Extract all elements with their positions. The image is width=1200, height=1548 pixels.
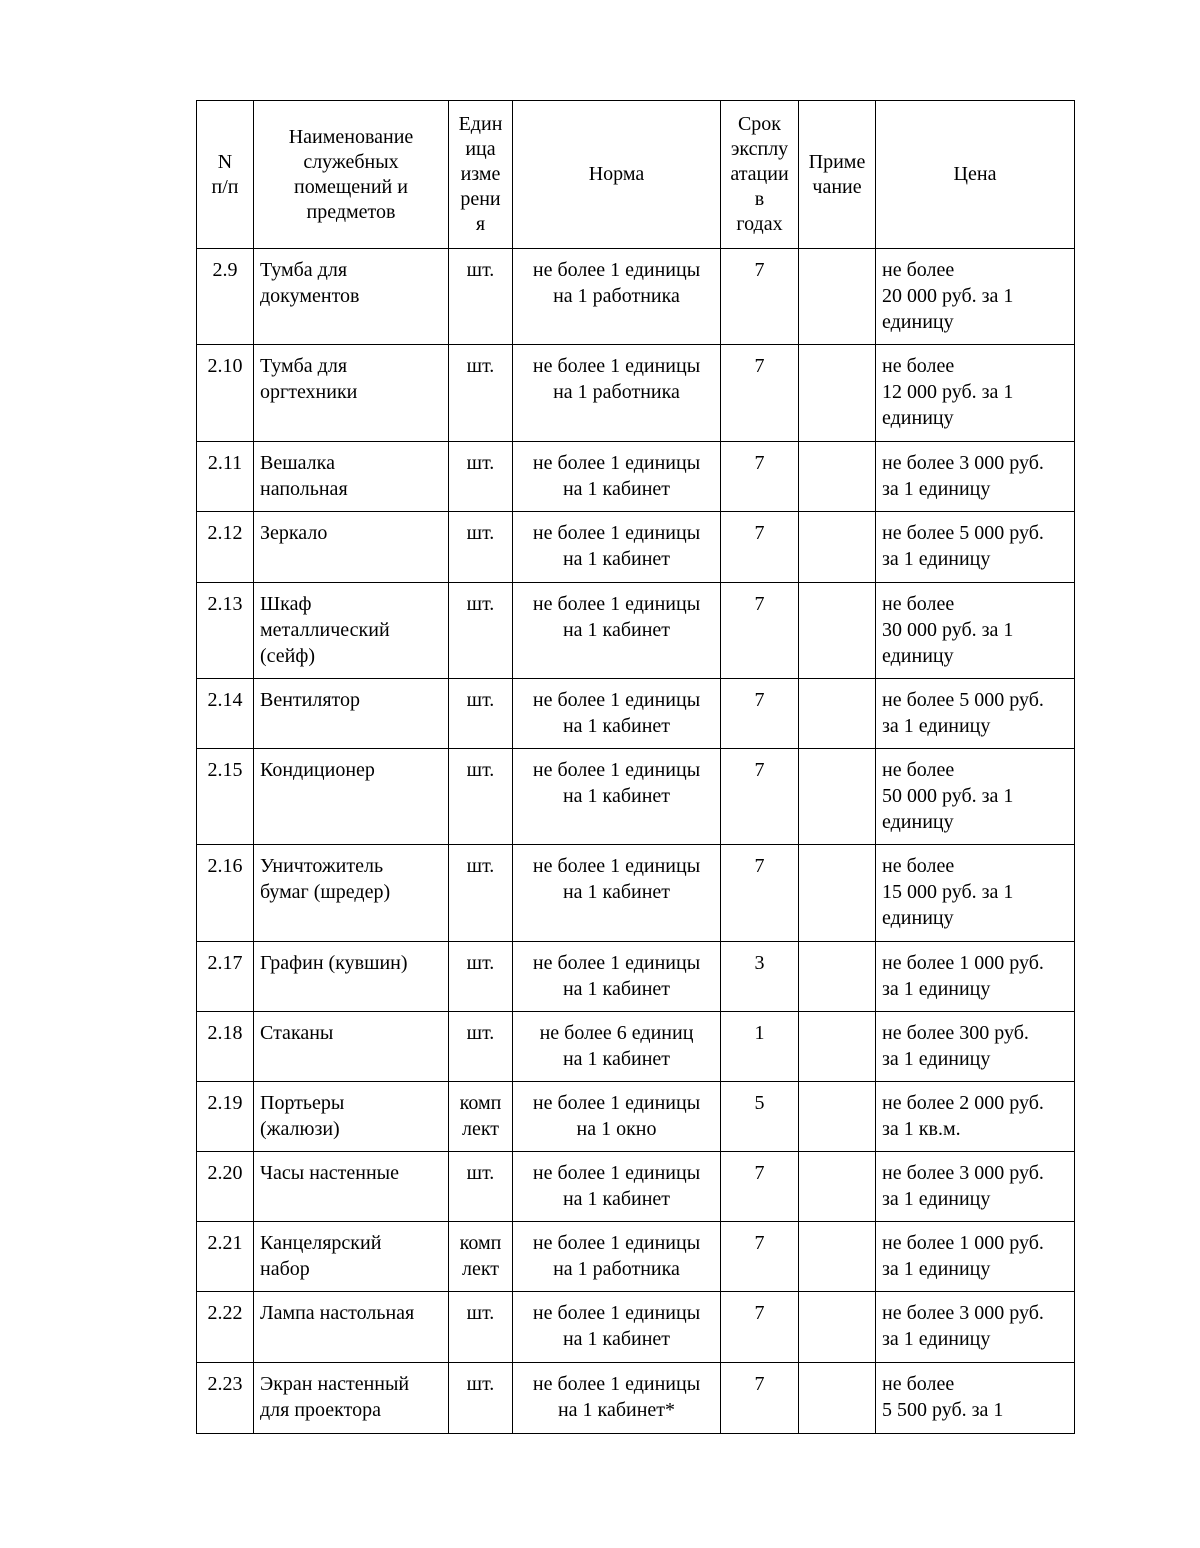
cell-unit: шт. bbox=[449, 942, 513, 1012]
table-row bbox=[197, 583, 1075, 679]
cell-note bbox=[799, 1363, 876, 1434]
header-unit: Един ица изме рени я bbox=[449, 101, 513, 249]
cell-term: 7 bbox=[721, 1292, 799, 1363]
cell-num: 2.22 bbox=[197, 1292, 254, 1363]
cell-num: 2.15 bbox=[197, 749, 254, 845]
cell-num: 2.9 bbox=[197, 249, 254, 345]
cell-term: 7 bbox=[721, 845, 799, 942]
cell-num: 2.20 bbox=[197, 1152, 254, 1222]
cell-note bbox=[799, 942, 876, 1012]
header-norm: Норма bbox=[513, 101, 721, 249]
cell-name: Тумба для оргтехники bbox=[254, 345, 449, 442]
table-row bbox=[197, 345, 1075, 442]
cell-unit: шт. bbox=[449, 845, 513, 942]
cell-price: не более 1 000 руб. за 1 единицу bbox=[876, 942, 1075, 1012]
cell-norm: не более 1 единицы на 1 кабинет bbox=[513, 1292, 721, 1363]
cell-price: не более 3 000 руб. за 1 единицу bbox=[876, 1152, 1075, 1222]
cell-norm: не более 1 единицы на 1 работника bbox=[513, 345, 721, 442]
cell-note bbox=[799, 679, 876, 749]
cell-name: Портьеры (жалюзи) bbox=[254, 1082, 449, 1152]
cell-num: 2.10 bbox=[197, 345, 254, 442]
cell-norm: не более 1 единицы на 1 кабинет bbox=[513, 1152, 721, 1222]
cell-price: не более 3 000 руб. за 1 единицу bbox=[876, 1292, 1075, 1363]
cell-norm: не более 1 единицы на 1 кабинет bbox=[513, 942, 721, 1012]
table-row bbox=[197, 1363, 1075, 1434]
cell-term: 7 bbox=[721, 749, 799, 845]
cell-name: Кондиционер bbox=[254, 749, 449, 845]
cell-note bbox=[799, 1082, 876, 1152]
cell-norm: не более 1 единицы на 1 кабинет bbox=[513, 583, 721, 679]
cell-note bbox=[799, 749, 876, 845]
cell-norm: не более 1 единицы на 1 кабинет bbox=[513, 512, 721, 583]
cell-norm: не более 1 единицы на 1 кабинет bbox=[513, 845, 721, 942]
cell-name: Часы настенные bbox=[254, 1152, 449, 1222]
cell-term: 7 bbox=[721, 512, 799, 583]
table-row bbox=[197, 512, 1075, 583]
cell-note bbox=[799, 845, 876, 942]
cell-price: не более 300 руб. за 1 единицу bbox=[876, 1012, 1075, 1082]
cell-unit: шт. bbox=[449, 512, 513, 583]
cell-norm: не более 1 единицы на 1 кабинет bbox=[513, 679, 721, 749]
cell-note bbox=[799, 345, 876, 442]
table-row bbox=[197, 1012, 1075, 1082]
cell-name: Уничтожитель бумаг (шредер) bbox=[254, 845, 449, 942]
cell-price: не более 12 000 руб. за 1 единицу bbox=[876, 345, 1075, 442]
cell-unit: шт. bbox=[449, 1292, 513, 1363]
cell-term: 5 bbox=[721, 1082, 799, 1152]
cell-term: 1 bbox=[721, 1012, 799, 1082]
cell-num: 2.19 bbox=[197, 1082, 254, 1152]
header-name: Наименование служебных помещений и предметов bbox=[254, 101, 449, 249]
table-row bbox=[197, 942, 1075, 1012]
table-row bbox=[197, 1082, 1075, 1152]
cell-num: 2.21 bbox=[197, 1222, 254, 1292]
table-header-row bbox=[197, 101, 1075, 249]
cell-num: 2.16 bbox=[197, 845, 254, 942]
cell-price: не более 5 000 руб. за 1 единицу bbox=[876, 512, 1075, 583]
cell-unit: шт. bbox=[449, 679, 513, 749]
cell-term: 7 bbox=[721, 1222, 799, 1292]
cell-name: Шкаф металлический (сейф) bbox=[254, 583, 449, 679]
cell-num: 2.17 bbox=[197, 942, 254, 1012]
cell-price: не более 3 000 руб. за 1 единицу bbox=[876, 442, 1075, 512]
cell-name: Канцелярский набор bbox=[254, 1222, 449, 1292]
table-row bbox=[197, 679, 1075, 749]
cell-unit: шт. bbox=[449, 249, 513, 345]
cell-note bbox=[799, 442, 876, 512]
norms-table bbox=[196, 100, 1075, 1434]
cell-term: 7 bbox=[721, 249, 799, 345]
cell-norm: не более 1 единицы на 1 кабинет* bbox=[513, 1363, 721, 1434]
cell-price: не более 20 000 руб. за 1 единицу bbox=[876, 249, 1075, 345]
table-row bbox=[197, 845, 1075, 942]
cell-note bbox=[799, 1222, 876, 1292]
table-row bbox=[197, 1152, 1075, 1222]
table-row bbox=[197, 249, 1075, 345]
cell-price: не более 15 000 руб. за 1 единицу bbox=[876, 845, 1075, 942]
cell-norm: не более 1 единицы на 1 работника bbox=[513, 1222, 721, 1292]
cell-note bbox=[799, 249, 876, 345]
cell-num: 2.14 bbox=[197, 679, 254, 749]
cell-name: Графин (кувшин) bbox=[254, 942, 449, 1012]
cell-price: не более 50 000 руб. за 1 единицу bbox=[876, 749, 1075, 845]
cell-num: 2.13 bbox=[197, 583, 254, 679]
cell-note bbox=[799, 1152, 876, 1222]
cell-unit: шт. bbox=[449, 442, 513, 512]
cell-num: 2.11 bbox=[197, 442, 254, 512]
cell-term: 7 bbox=[721, 679, 799, 749]
header-num: N п/п bbox=[197, 101, 254, 249]
cell-name: Экран настенный для проектора bbox=[254, 1363, 449, 1434]
cell-price: не более 1 000 руб. за 1 единицу bbox=[876, 1222, 1075, 1292]
cell-norm: не более 1 единицы на 1 работника bbox=[513, 249, 721, 345]
cell-term: 3 bbox=[721, 942, 799, 1012]
cell-num: 2.12 bbox=[197, 512, 254, 583]
cell-term: 7 bbox=[721, 1152, 799, 1222]
cell-price: не более 30 000 руб. за 1 единицу bbox=[876, 583, 1075, 679]
cell-name: Лампа настольная bbox=[254, 1292, 449, 1363]
cell-term: 7 bbox=[721, 442, 799, 512]
cell-name: Стаканы bbox=[254, 1012, 449, 1082]
cell-note bbox=[799, 1012, 876, 1082]
cell-unit: шт. bbox=[449, 1152, 513, 1222]
cell-unit: шт. bbox=[449, 1363, 513, 1434]
cell-norm: не более 6 единиц на 1 кабинет bbox=[513, 1012, 721, 1082]
table-row bbox=[197, 1292, 1075, 1363]
cell-name: Вентилятор bbox=[254, 679, 449, 749]
header-note: Приме чание bbox=[799, 101, 876, 249]
cell-unit: шт. bbox=[449, 583, 513, 679]
cell-note bbox=[799, 583, 876, 679]
cell-unit: шт. bbox=[449, 749, 513, 845]
table-row bbox=[197, 749, 1075, 845]
cell-price: не более 5 000 руб. за 1 единицу bbox=[876, 679, 1075, 749]
header-term: Срок эксплу атации в годах bbox=[721, 101, 799, 249]
cell-num: 2.23 bbox=[197, 1363, 254, 1434]
cell-unit: комп лект bbox=[449, 1082, 513, 1152]
cell-name: Зеркало bbox=[254, 512, 449, 583]
cell-unit: шт. bbox=[449, 345, 513, 442]
table-row bbox=[197, 1222, 1075, 1292]
cell-unit: комп лект bbox=[449, 1222, 513, 1292]
cell-unit: шт. bbox=[449, 1012, 513, 1082]
cell-num: 2.18 bbox=[197, 1012, 254, 1082]
cell-price: не более 5 500 руб. за 1 bbox=[876, 1363, 1075, 1434]
cell-norm: не более 1 единицы на 1 кабинет bbox=[513, 442, 721, 512]
cell-note bbox=[799, 1292, 876, 1363]
cell-note bbox=[799, 512, 876, 583]
cell-term: 7 bbox=[721, 1363, 799, 1434]
cell-term: 7 bbox=[721, 345, 799, 442]
cell-name: Вешалка напольная bbox=[254, 442, 449, 512]
cell-name: Тумба для документов bbox=[254, 249, 449, 345]
table-row bbox=[197, 442, 1075, 512]
cell-price: не более 2 000 руб. за 1 кв.м. bbox=[876, 1082, 1075, 1152]
cell-term: 7 bbox=[721, 583, 799, 679]
header-price: Цена bbox=[876, 101, 1075, 249]
cell-norm: не более 1 единицы на 1 кабинет bbox=[513, 749, 721, 845]
cell-norm: не более 1 единицы на 1 окно bbox=[513, 1082, 721, 1152]
